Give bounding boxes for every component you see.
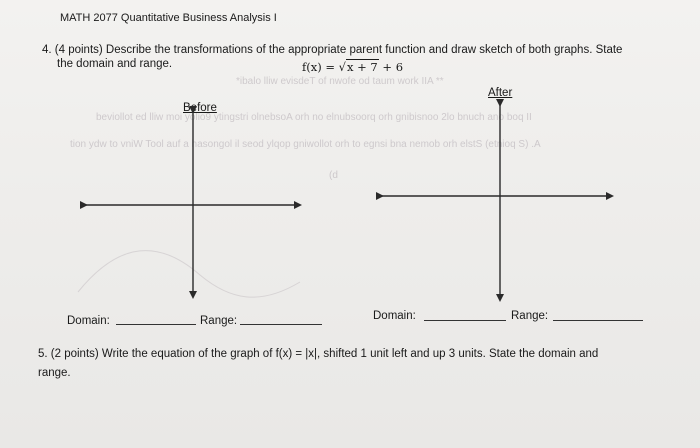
bleed-through-curve — [78, 251, 300, 298]
course-header: MATH 2077 Quantitative Business Analysis I — [60, 12, 277, 24]
formula-tail: + 6 — [378, 60, 404, 74]
before-domain-answer-line[interactable] — [116, 324, 196, 325]
before-axes — [86, 112, 300, 297]
square-root-sign: √ — [338, 60, 346, 74]
before-range-answer-line[interactable] — [240, 324, 322, 325]
bleed-through-text: tion ydw to vniW Tool auf a hasongol il seod ylqop gniwollot orh to egnsi bna nemob orh elstS (etnioq S) .A — [70, 139, 541, 150]
bleed-through-text: beviollot ed lliw moi yolio9 ytingstri olnebsoA orh no elnubsoorq orh gnibisnoo 2lo bnuch ano boq II — [96, 112, 532, 123]
formula-radicand: x + 7 — [347, 60, 378, 74]
after-range-label: Range: — [511, 310, 549, 322]
before-graph-label: Before — [183, 102, 217, 114]
question-5-text-continued: range. — [38, 367, 71, 379]
bleed-through-text: *ibalo lliw evisdeT of nwofe od taum work IIA ** — [236, 76, 444, 87]
after-graph-label: After — [488, 87, 513, 99]
after-domain-label: Domain: — [373, 310, 416, 322]
before-range-label: Range: — [200, 315, 238, 327]
question-5-text: 5. (2 points) Write the equation of the graph of f(x) = |x|, shifted 1 unit left and up 3 units. State the domain and — [38, 348, 599, 360]
question-4-text: 4. (4 points) Describe the transformations of the appropriate parent function and draw sketch of both graphs. State — [42, 44, 623, 56]
formula-lhs: f(x) = — [302, 60, 339, 74]
bleed-through-text: (d — [329, 170, 338, 181]
question-4-text-continued: the domain and range. — [57, 58, 173, 70]
before-domain-label: Domain: — [67, 315, 110, 327]
after-domain-answer-line[interactable] — [424, 320, 506, 321]
after-axes — [382, 105, 612, 300]
after-range-answer-line[interactable] — [553, 320, 643, 321]
